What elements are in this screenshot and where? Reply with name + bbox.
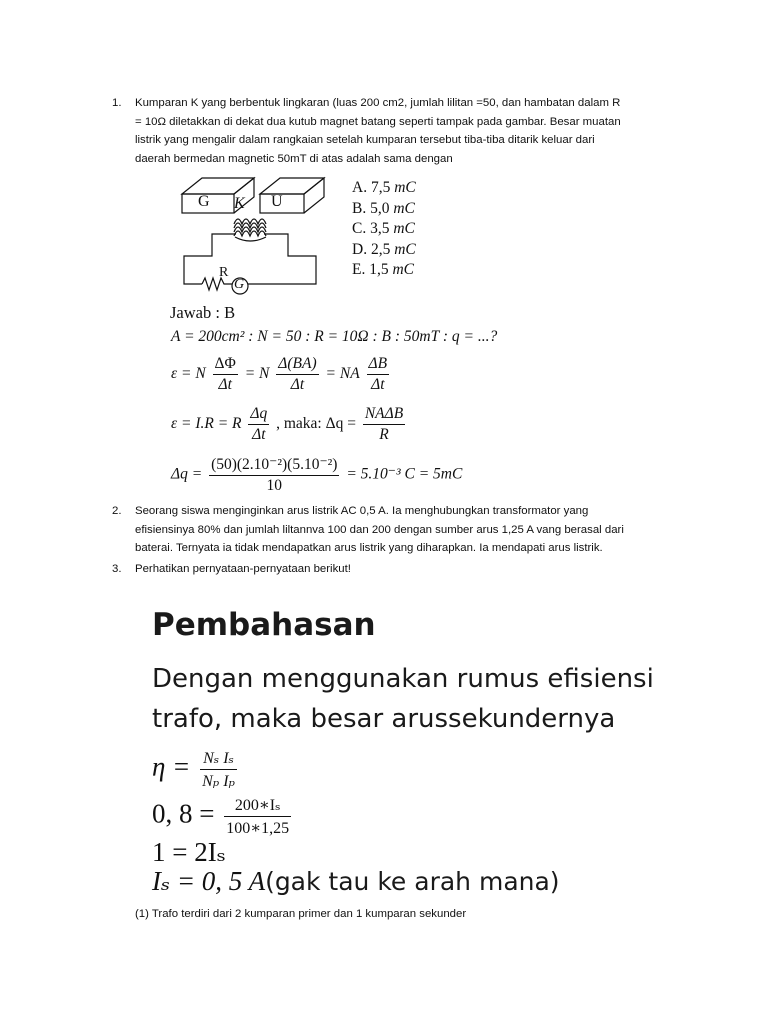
answer-options — [352, 178, 416, 281]
option-a: A. 7,5 mC — [352, 179, 416, 196]
option-c: C. 3,5 mC — [352, 220, 415, 237]
question-number: 3. — [112, 563, 122, 575]
given-values: A = 200cm² : N = 50 : R = 10Ω : B : 50mT : q = ...? — [171, 328, 498, 345]
question-text-line: = 10Ω diletakkan di dekat dua kutub magnet batang seperti tampak pada gambar. Besar muatan — [135, 115, 621, 128]
charge-equation: ε = I.R = R $\frac{\Delta q}{\Delta t}$ , maka: Δq = $\frac{\text{NAΔB}}{R}$ — [171, 405, 404, 443]
question-text-line: Perhatikan pernyataan-pernyataan berikut! — [135, 563, 351, 575]
option-e: E. 1,5 mC — [352, 261, 415, 278]
coil-k-label: K — [234, 195, 245, 212]
emf-equation: ε = N $\frac{\Delta\Phi}{\Delta t}$ = N $\frac{\Delta(BA)}{\Delta t}$ = NA $\frac{\Delta B}{\Delta t}$ — [171, 355, 388, 393]
pembahasan-line: Dengan menggunakan rumus efisiensi — [152, 664, 654, 694]
magnet-pole-g-label: G — [198, 193, 210, 210]
statement-1: (1) Trafo terdiri dari 2 kumparan primer dan 1 kumparan sekunder — [135, 908, 467, 920]
answer-label: Jawab : B — [170, 303, 236, 322]
question-2 — [112, 502, 682, 558]
question-text-line: Kumparan K yang berbentuk lingkaran (luas 200 cm2, jumlah lilitan =50, dan hambatan dalam R — [135, 97, 621, 109]
option-b: B. 5,0 mC — [352, 199, 415, 217]
question-text-line: listrik yang mengalir dalam rangkaian setelah kumparan tersebut tiba-tiba ditarik keluar dari — [135, 134, 595, 147]
secondary-current-step: 1 = 2Iₛ — [152, 837, 226, 867]
magnet-coil-circuit-figure — [176, 176, 346, 300]
pembahasan-title: Pembahasan — [152, 607, 376, 643]
question-1 — [112, 94, 682, 168]
question-text-line: efisiensinya 80% dan jumlah liltannva 100 dan 200 dengan sumber arus 1,25 A vang berasal dari — [135, 523, 624, 536]
question-3 — [112, 560, 682, 579]
question-number: 2. — [112, 505, 122, 517]
galvanometer-label: G — [234, 277, 245, 292]
result-equation: Δq = $\frac{\text{(50)(2.10⁻²)(5.10⁻²)}}{10}$ = 5.10⁻³ C = 5mC — [171, 456, 463, 494]
question-text-line: baterai. Ternyata ia tidak mendapatkan arus listrik yang diharapkan. Ia mendapati arus listrik. — [135, 542, 603, 555]
pembahasan-line: trafo, maka besar arussekundernya — [152, 704, 616, 734]
option-d: D. 2,5 mC — [352, 240, 416, 258]
magnet-pole-u-label: U — [271, 193, 283, 210]
efficiency-substitution: 0, 8 = $\frac{\text{200∗Iₛ}}{100∗1,25}$ — [152, 797, 290, 837]
question-number: 1. — [112, 97, 122, 109]
efficiency-formula: η = $\frac{\text{Nₛ Iₛ}}{\text{Nₚ Iₚ}}$ — [152, 750, 235, 790]
question-text-line: Seorang siswa menginginkan arus listrik AC 0,5 A. Ia menghubungkan transformator yang — [135, 505, 589, 517]
question-text-line: daerah bermedan magnetic 50mT di atas adalah sama dengan — [135, 152, 453, 165]
resistor-r-label: R — [219, 265, 229, 280]
secondary-current-result: Iₛ = 0, 5 A(gak tau ke arah mana) — [152, 866, 560, 896]
